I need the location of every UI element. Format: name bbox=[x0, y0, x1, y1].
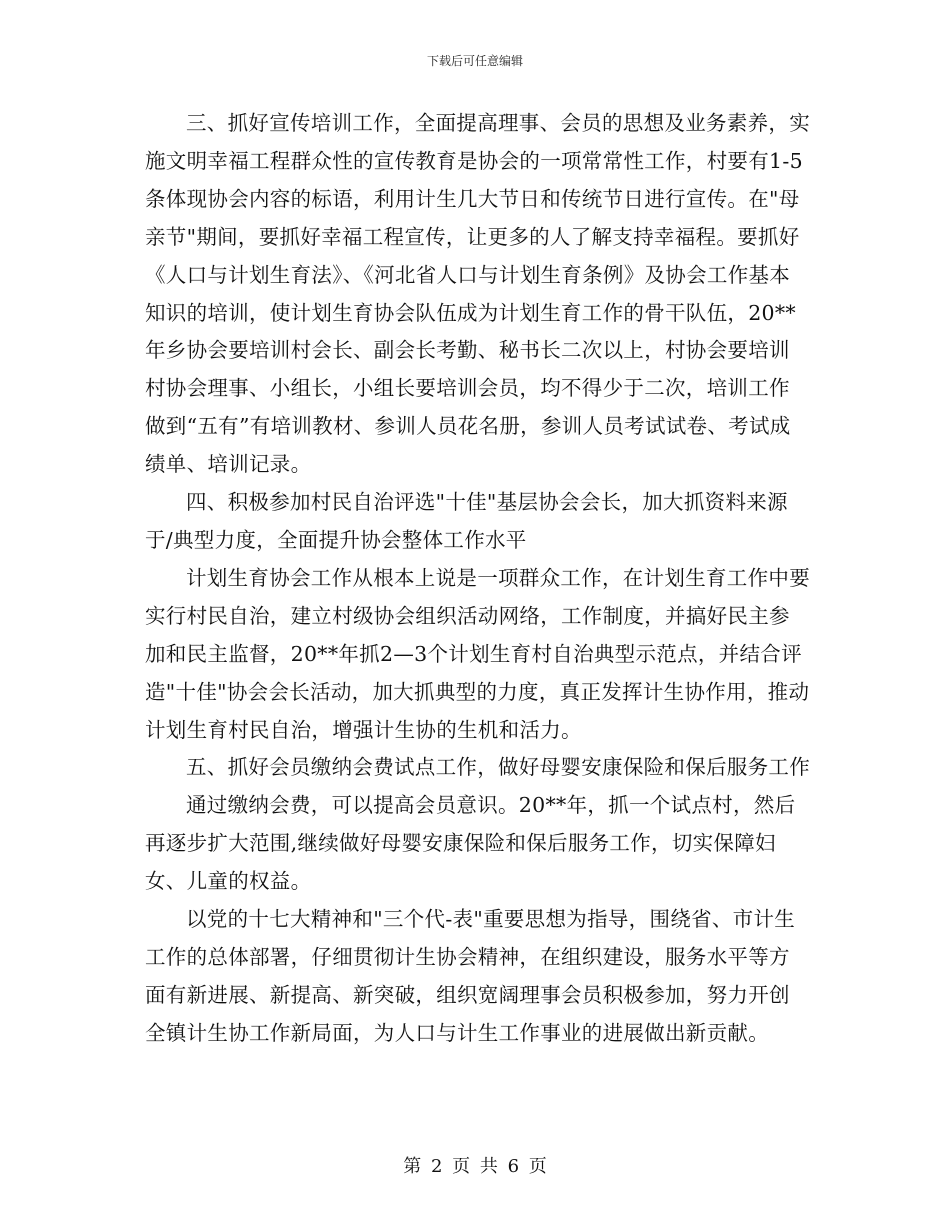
paragraph-village-autonomy: 计划生育协会工作从根本上说是一项群众工作，在计划生育工作中要实行村民自治，建立村级协会组织活动网络，工作制度，并搞好民主参加和民主监督，20**年抓2—3个计划生育村自治典型示范点，并结合评造"十佳"协会会长活动，加大抓典型的力度，真正发挥计生协作用，推动计划生育村民自治，增强计生协的生机和活力。 bbox=[145, 565, 810, 742]
page-header: 下载后可任意编辑 bbox=[426, 54, 523, 68]
paragraph-membership-fee: 通过缴纳会费，可以提高会员意识。20**年，抓一个试点村，然后再逐步扩大范围,继续做好母婴安康保险和保后服务工作，切实保障妇女、儿童的权益。 bbox=[145, 793, 796, 894]
paragraph-heading-membership-fee: 五、抓好会员缴纳会费试点工作，做好母婴安康保险和保后服务工作 bbox=[186, 755, 810, 780]
paragraph-heading-village-autonomy: 四、积极参加村民自治评选"十佳"基层协会会长，加大抓资料来源于/典型力度，全面提升协会整体工作水平 bbox=[145, 490, 788, 552]
document-body bbox=[145, 105, 810, 1053]
paragraph-conclusion: 以党的十七大精神和"三个代-表"重要思想为指导，围绕省、市计生工作的总体部署，仔细贯彻计生协会精神，在组织建设，服务水平等方面有新进展、新提高、新突破，组织宽阔理事会员积极参加，努力开创全镇计生协工作新局面，为人口与计生工作事业的进展做出新贡献。 bbox=[145, 907, 796, 1045]
page-number: 第 2 页 共 6 页 bbox=[403, 1156, 547, 1177]
paragraph-publicity-training: 三、抓好宣传培训工作，全面提高理事、会员的思想及业务素养，实施文明幸福工程群众性的宣传教育是协会的一项常常性工作，村要有1-5条体现协会内容的标语，利用计生几大节日和传统节日进行宣传。在"母亲节"期间，要抓好幸福工程宣传，让更多的人了解支持幸福程。要抓好《人口与计划生育法》、《河北省人口与计划生育条例》及协会工作基本知识的培训，使计划生育协会队伍成为计划生育工作的骨干队伍，20**年乡协会要培训村会长、副会长考勤、秘书长二次以上，村协会要培训村协会理事、小组长，小组长要培训会员，均不得少于二次，培训工作做到“五有”有培训教材、参训人员花名册，参训人员考试试卷、考试成绩单、培训记录。 bbox=[145, 111, 810, 477]
